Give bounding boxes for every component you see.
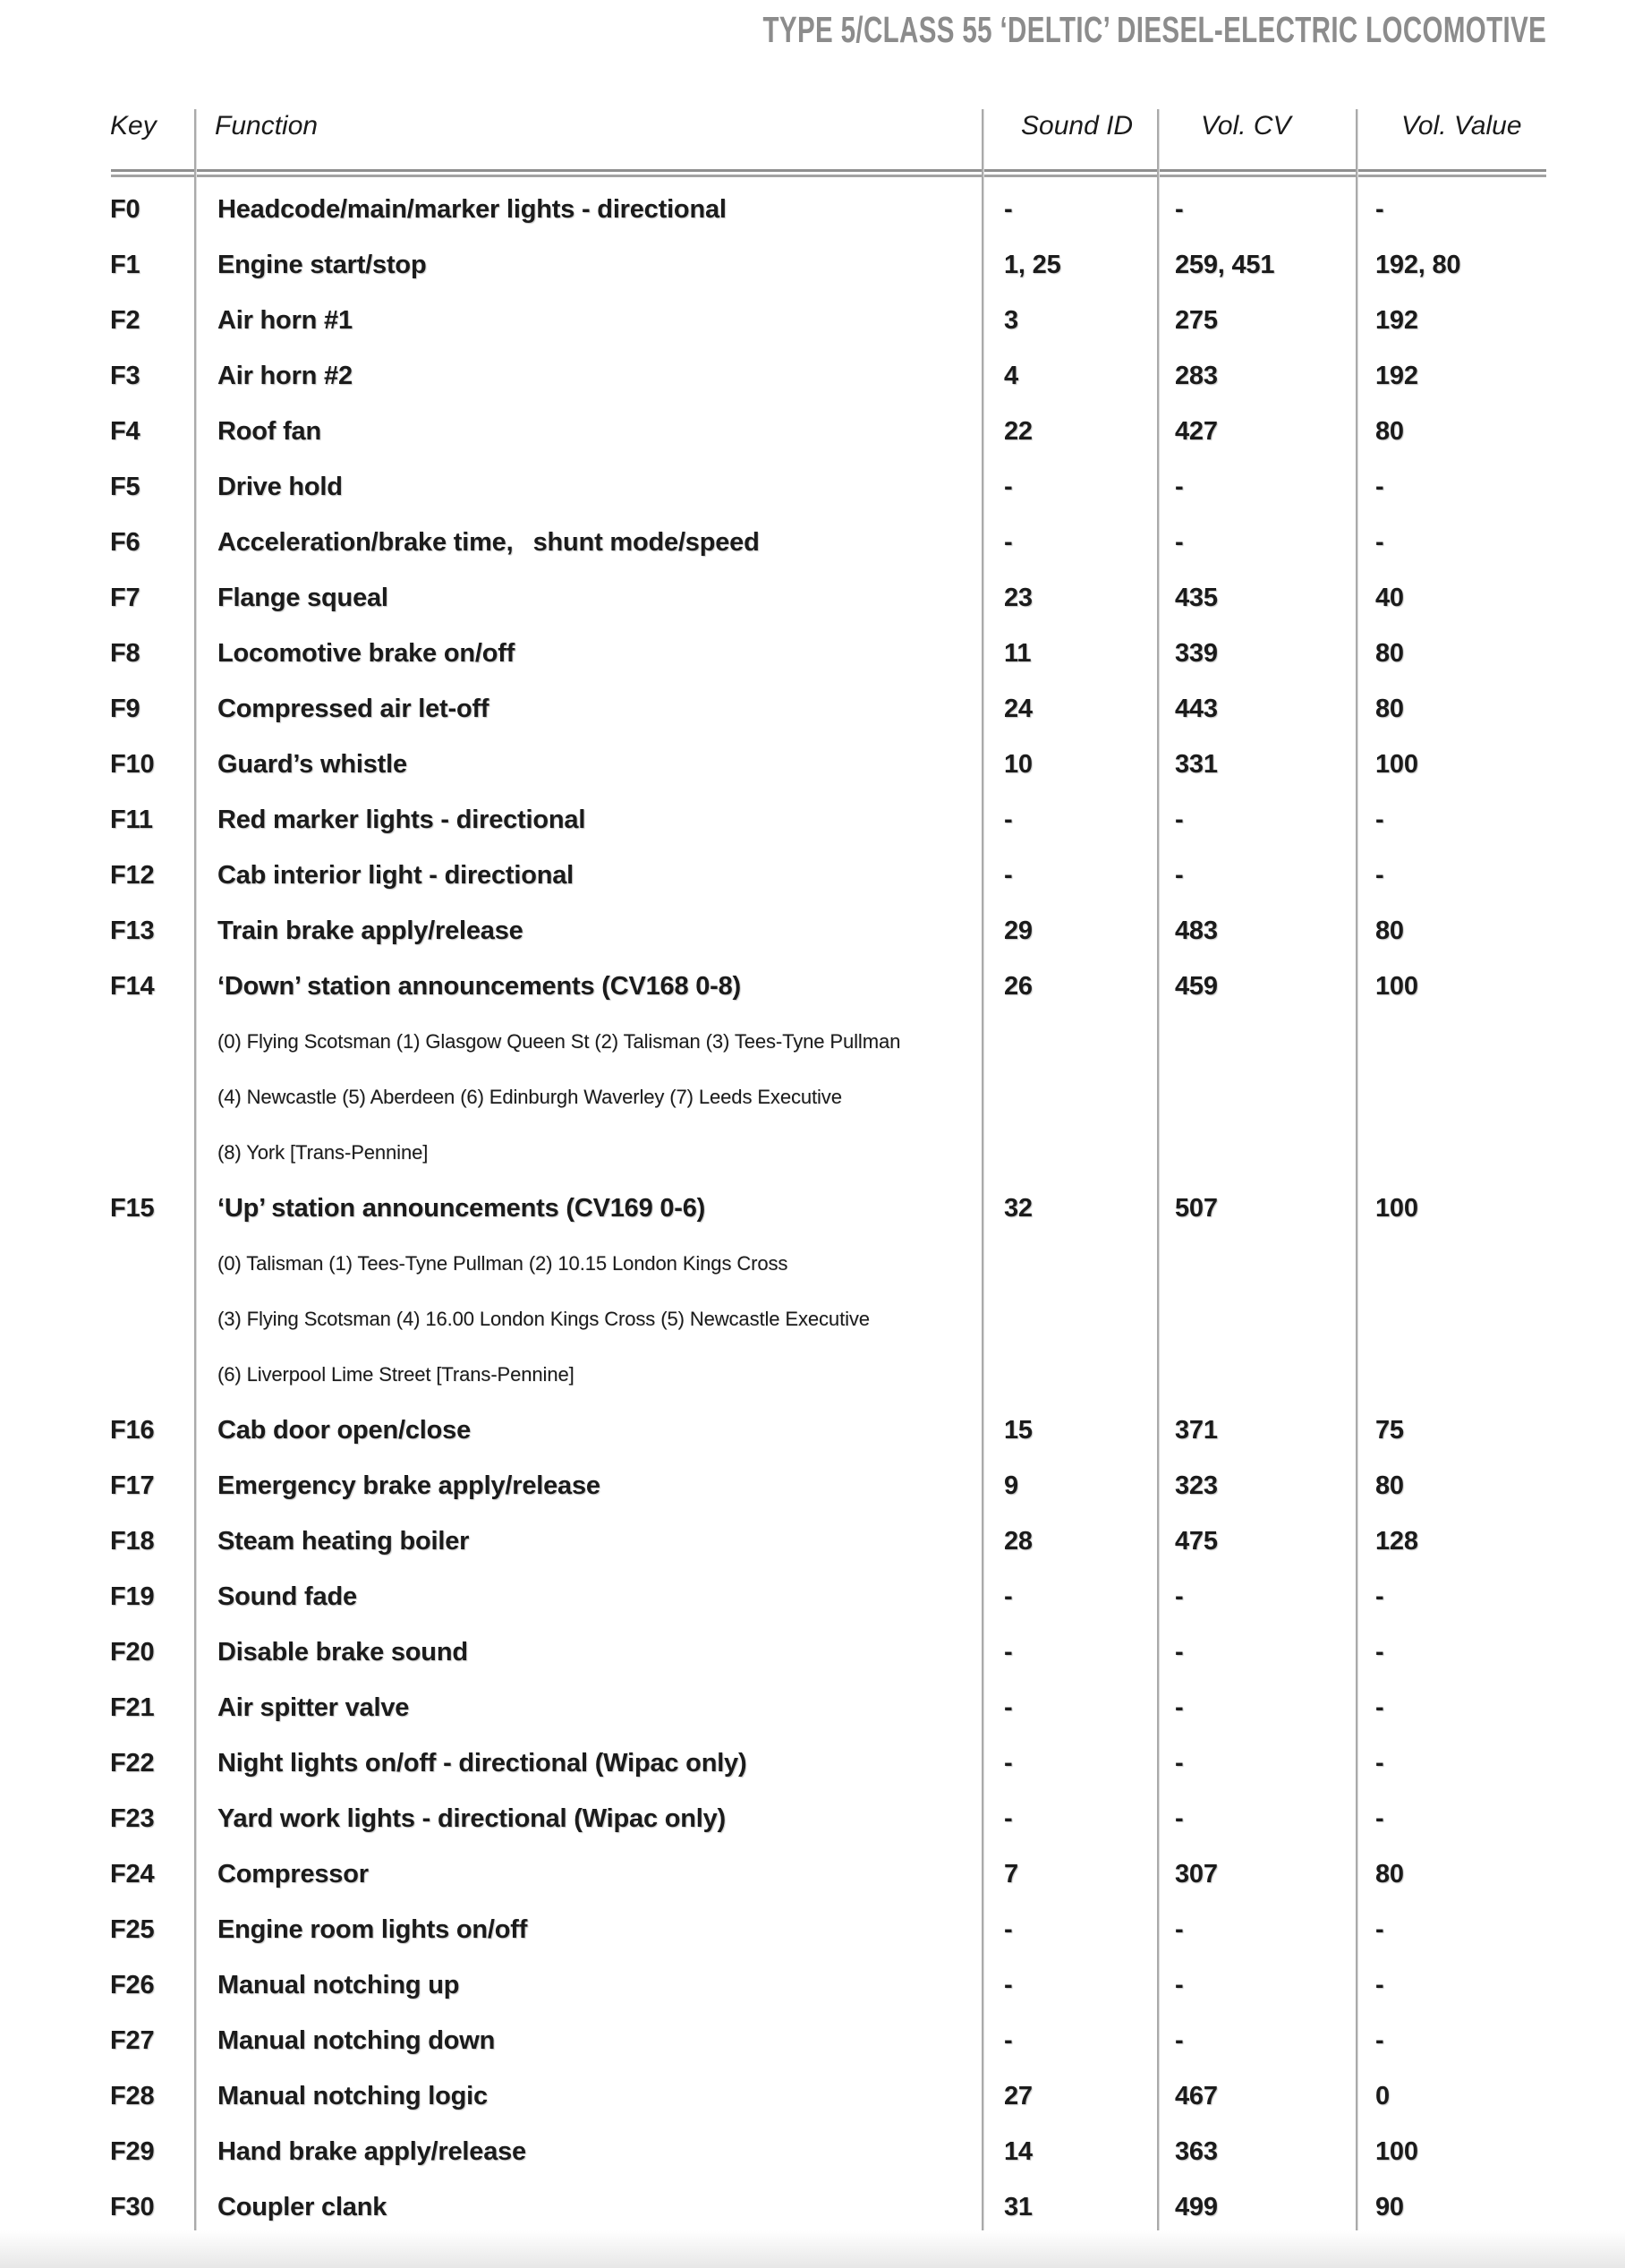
cell-vol-cv: 459 bbox=[1175, 972, 1218, 1001]
cell-sound-id: 9 bbox=[1004, 1471, 1018, 1500]
cell-vol-value: - bbox=[1375, 195, 1384, 224]
cell-function: Manual notching up bbox=[217, 1971, 460, 1999]
cell-sound-id: - bbox=[1004, 528, 1013, 557]
cell-vol-value: 100 bbox=[1375, 972, 1418, 1001]
cell-key: F27 bbox=[110, 2026, 155, 2055]
table-row bbox=[0, 792, 1625, 848]
table-row bbox=[0, 1902, 1625, 1957]
table-row bbox=[0, 237, 1625, 293]
cell-function: Guard’s whistle bbox=[217, 750, 407, 779]
table-row bbox=[0, 626, 1625, 681]
cell-key: F12 bbox=[110, 861, 155, 890]
document-title: TYPE 5/CLASS 55 ‘DELTIC’ DIESEL-ELECTRIC LOCOMOTIVE bbox=[762, 9, 1546, 50]
cell-vol-cv: - bbox=[1175, 1804, 1184, 1833]
station-note-row bbox=[0, 1292, 1625, 1347]
station-note-row bbox=[0, 1236, 1625, 1292]
cell-sound-id: - bbox=[1004, 1582, 1013, 1611]
cell-sound-id: 32 bbox=[1004, 1194, 1033, 1223]
cell-vol-cv: - bbox=[1175, 1638, 1184, 1667]
cell-key: F20 bbox=[110, 1638, 155, 1667]
cell-key: F25 bbox=[110, 1915, 155, 1944]
cell-vol-value: - bbox=[1375, 473, 1384, 501]
cell-vol-cv: 307 bbox=[1175, 1860, 1218, 1889]
cell-vol-cv: 363 bbox=[1175, 2137, 1218, 2166]
cell-key: F18 bbox=[110, 1527, 155, 1556]
cell-key: F0 bbox=[110, 195, 140, 224]
cell-key: F6 bbox=[110, 528, 140, 557]
cell-sound-id: 7 bbox=[1004, 1860, 1018, 1889]
cell-key: F29 bbox=[110, 2137, 155, 2166]
cell-key: F10 bbox=[110, 750, 155, 779]
cell-function: Acceleration/brake time, shunt mode/speed bbox=[217, 528, 760, 557]
column-header-sound-id: Sound ID bbox=[1021, 111, 1134, 141]
cell-function: Hand brake apply/release bbox=[217, 2137, 526, 2166]
cell-vol-cv: - bbox=[1175, 861, 1184, 890]
cell-key: F28 bbox=[110, 2082, 155, 2110]
cell-sound-id: - bbox=[1004, 1693, 1013, 1722]
cell-vol-cv: - bbox=[1175, 473, 1184, 501]
table-row bbox=[0, 2179, 1625, 2235]
cell-sound-id: - bbox=[1004, 806, 1013, 834]
cell-key: F8 bbox=[110, 639, 140, 668]
cell-vol-cv: 467 bbox=[1175, 2082, 1218, 2110]
cell-function: Coupler clank bbox=[217, 2193, 387, 2221]
table-row bbox=[0, 293, 1625, 348]
table-row bbox=[0, 404, 1625, 459]
cell-vol-value: - bbox=[1375, 861, 1384, 890]
cell-function: Disable brake sound bbox=[217, 1638, 468, 1667]
cell-key: F22 bbox=[110, 1749, 155, 1778]
cell-vol-value: - bbox=[1375, 1749, 1384, 1778]
cell-function: Air horn #2 bbox=[217, 362, 353, 390]
cell-vol-value: - bbox=[1375, 806, 1384, 834]
cell-vol-cv: 283 bbox=[1175, 362, 1218, 390]
cell-sound-id: 22 bbox=[1004, 417, 1033, 446]
page-bottom-fade bbox=[0, 2230, 1625, 2268]
cell-key: F13 bbox=[110, 917, 155, 945]
station-note-row bbox=[0, 1014, 1625, 1070]
cell-vol-value: - bbox=[1375, 1915, 1384, 1944]
cell-vol-value: 192, 80 bbox=[1375, 251, 1461, 279]
cell-sound-id: - bbox=[1004, 1749, 1013, 1778]
table-row bbox=[0, 2068, 1625, 2124]
column-header-vol-cv: Vol. CV bbox=[1201, 111, 1291, 141]
cell-function: Compressor bbox=[217, 1860, 369, 1889]
cell-sound-id: - bbox=[1004, 473, 1013, 501]
cell-function: Locomotive brake on/off bbox=[217, 639, 515, 668]
cell-function: Cab interior light - directional bbox=[217, 861, 574, 890]
table-row bbox=[0, 1403, 1625, 1458]
cell-sound-id: 4 bbox=[1004, 362, 1018, 390]
table-header bbox=[0, 98, 1625, 154]
cell-sound-id: 26 bbox=[1004, 972, 1033, 1001]
cell-key: F16 bbox=[110, 1416, 155, 1445]
cell-vol-value: 100 bbox=[1375, 2137, 1418, 2166]
cell-key: F24 bbox=[110, 1860, 155, 1889]
cell-vol-cv: - bbox=[1175, 1971, 1184, 1999]
cell-key: F9 bbox=[110, 695, 140, 723]
cell-function: ‘Down’ station announcements (CV168 0-8) bbox=[217, 972, 741, 1001]
station-note: (0) Talisman (1) Tees-Tyne Pullman (2) 10.15 London Kings Cross bbox=[217, 1252, 788, 1275]
cell-vol-value: 192 bbox=[1375, 306, 1418, 335]
cell-function: Air horn #1 bbox=[217, 306, 353, 335]
cell-function: Sound fade bbox=[217, 1582, 357, 1611]
cell-key: F1 bbox=[110, 251, 140, 279]
cell-function: Manual notching logic bbox=[217, 2082, 488, 2110]
cell-sound-id: 28 bbox=[1004, 1527, 1033, 1556]
cell-vol-cv: 475 bbox=[1175, 1527, 1218, 1556]
cell-function: Engine start/stop bbox=[217, 251, 427, 279]
column-header-vol-value: Vol. Value bbox=[1401, 111, 1522, 141]
cell-vol-value: - bbox=[1375, 1582, 1384, 1611]
cell-sound-id: 23 bbox=[1004, 584, 1033, 612]
cell-sound-id: - bbox=[1004, 1971, 1013, 1999]
column-header-function: Function bbox=[215, 111, 319, 141]
station-note-row bbox=[0, 1347, 1625, 1403]
table-row bbox=[0, 348, 1625, 404]
cell-sound-id: - bbox=[1004, 195, 1013, 224]
cell-vol-cv: - bbox=[1175, 1582, 1184, 1611]
cell-vol-value: 128 bbox=[1375, 1527, 1418, 1556]
cell-function: Cab door open/close bbox=[217, 1416, 472, 1445]
table-row bbox=[0, 737, 1625, 792]
cell-vol-value: 0 bbox=[1375, 2082, 1390, 2110]
cell-vol-value: 80 bbox=[1375, 417, 1404, 446]
table-row bbox=[0, 1181, 1625, 1236]
header-divider bbox=[111, 169, 1546, 177]
table-row bbox=[0, 570, 1625, 626]
cell-sound-id: - bbox=[1004, 1915, 1013, 1944]
table-row bbox=[0, 1680, 1625, 1735]
cell-vol-cv: 339 bbox=[1175, 639, 1218, 668]
cell-function: Train brake apply/release bbox=[217, 917, 523, 945]
station-note: (3) Flying Scotsman (4) 16.00 London Kings Cross (5) Newcastle Executive bbox=[217, 1308, 870, 1330]
table-row bbox=[0, 2013, 1625, 2068]
cell-vol-cv: 259, 451 bbox=[1175, 251, 1275, 279]
cell-key: F5 bbox=[110, 473, 140, 501]
cell-sound-id: 31 bbox=[1004, 2193, 1033, 2221]
cell-vol-cv: - bbox=[1175, 1749, 1184, 1778]
cell-function: Steam heating boiler bbox=[217, 1527, 470, 1556]
cell-vol-cv: - bbox=[1175, 1693, 1184, 1722]
cell-function: Air spitter valve bbox=[217, 1693, 410, 1722]
cell-vol-cv: 371 bbox=[1175, 1416, 1218, 1445]
table-row bbox=[0, 848, 1625, 903]
cell-sound-id: 10 bbox=[1004, 750, 1033, 779]
cell-key: F11 bbox=[110, 806, 153, 834]
cell-vol-value: 80 bbox=[1375, 917, 1404, 945]
cell-key: F15 bbox=[110, 1194, 155, 1223]
cell-sound-id: 11 bbox=[1004, 639, 1032, 668]
table-row bbox=[0, 1846, 1625, 1902]
cell-function: Engine room lights on/off bbox=[217, 1915, 528, 1944]
cell-vol-value: - bbox=[1375, 1638, 1384, 1667]
cell-vol-value: 192 bbox=[1375, 362, 1418, 390]
cell-vol-value: - bbox=[1375, 1971, 1384, 1999]
cell-vol-value: 80 bbox=[1375, 1471, 1404, 1500]
table-row bbox=[0, 681, 1625, 737]
cell-vol-value: - bbox=[1375, 1804, 1384, 1833]
cell-key: F2 bbox=[110, 306, 140, 335]
cell-vol-value: - bbox=[1375, 1693, 1384, 1722]
station-note-row bbox=[0, 1125, 1625, 1181]
cell-vol-cv: - bbox=[1175, 806, 1184, 834]
cell-function: Emergency brake apply/release bbox=[217, 1471, 600, 1500]
cell-vol-cv: - bbox=[1175, 528, 1184, 557]
cell-key: F19 bbox=[110, 1582, 155, 1611]
cell-sound-id: 15 bbox=[1004, 1416, 1033, 1445]
cell-vol-cv: - bbox=[1175, 195, 1184, 224]
cell-sound-id: 29 bbox=[1004, 917, 1033, 945]
table-row bbox=[0, 1569, 1625, 1624]
cell-key: F21 bbox=[110, 1693, 155, 1722]
cell-vol-cv: 435 bbox=[1175, 584, 1218, 612]
station-note: (0) Flying Scotsman (1) Glasgow Queen St (2) Talisman (3) Tees-Tyne Pullman bbox=[217, 1030, 901, 1053]
cell-function: ‘Up’ station announcements (CV169 0-6) bbox=[217, 1194, 706, 1223]
cell-vol-cv: 275 bbox=[1175, 306, 1218, 335]
cell-function: Roof fan bbox=[217, 417, 321, 446]
cell-function: Headcode/main/marker lights - directional bbox=[217, 195, 727, 224]
table-row bbox=[0, 515, 1625, 570]
cell-vol-cv: 443 bbox=[1175, 695, 1218, 723]
cell-key: F4 bbox=[110, 417, 140, 446]
cell-vol-value: 80 bbox=[1375, 695, 1404, 723]
cell-function: Compressed air let-off bbox=[217, 695, 489, 723]
cell-key: F14 bbox=[110, 972, 155, 1001]
cell-vol-cv: 507 bbox=[1175, 1194, 1218, 1223]
table-row bbox=[0, 2124, 1625, 2179]
cell-vol-value: - bbox=[1375, 528, 1384, 557]
table-row bbox=[0, 459, 1625, 515]
cell-sound-id: 27 bbox=[1004, 2082, 1033, 2110]
station-note: (6) Liverpool Lime Street [Trans-Pennine] bbox=[217, 1363, 574, 1386]
cell-vol-value: 75 bbox=[1375, 1416, 1404, 1445]
cell-key: F7 bbox=[110, 584, 140, 612]
cell-key: F17 bbox=[110, 1471, 155, 1500]
cell-vol-cv: 331 bbox=[1175, 750, 1218, 779]
table-row bbox=[0, 1957, 1625, 2013]
cell-key: F26 bbox=[110, 1971, 155, 1999]
cell-vol-cv: 483 bbox=[1175, 917, 1218, 945]
cell-vol-cv: 427 bbox=[1175, 417, 1218, 446]
cell-sound-id: - bbox=[1004, 2026, 1013, 2055]
cell-function: Manual notching down bbox=[217, 2026, 496, 2055]
cell-sound-id: 1, 25 bbox=[1004, 251, 1061, 279]
table-row bbox=[0, 1513, 1625, 1569]
station-note-row bbox=[0, 1070, 1625, 1125]
table-row bbox=[0, 959, 1625, 1014]
table-row bbox=[0, 1735, 1625, 1791]
cell-vol-value: - bbox=[1375, 2026, 1384, 2055]
cell-sound-id: 24 bbox=[1004, 695, 1033, 723]
cell-key: F30 bbox=[110, 2193, 155, 2221]
cell-vol-cv: - bbox=[1175, 2026, 1184, 2055]
table-row bbox=[0, 1458, 1625, 1513]
cell-sound-id: 3 bbox=[1004, 306, 1018, 335]
cell-vol-cv: 323 bbox=[1175, 1471, 1218, 1500]
function-table-body bbox=[0, 182, 1625, 2235]
cell-function: Night lights on/off - directional (Wipac only) bbox=[217, 1749, 747, 1778]
station-note: (8) York [Trans-Pennine] bbox=[217, 1141, 429, 1164]
cell-vol-cv: - bbox=[1175, 1915, 1184, 1944]
cell-vol-value: 90 bbox=[1375, 2193, 1404, 2221]
table-row bbox=[0, 182, 1625, 237]
cell-sound-id: - bbox=[1004, 1638, 1013, 1667]
cell-vol-value: 80 bbox=[1375, 1860, 1404, 1889]
table-row bbox=[0, 903, 1625, 959]
table-row bbox=[0, 1624, 1625, 1680]
station-note: (4) Newcastle (5) Aberdeen (6) Edinburgh Waverley (7) Leeds Executive bbox=[217, 1086, 842, 1108]
cell-function: Yard work lights - directional (Wipac only) bbox=[217, 1804, 727, 1833]
cell-key: F23 bbox=[110, 1804, 155, 1833]
cell-sound-id: - bbox=[1004, 1804, 1013, 1833]
cell-vol-cv: 499 bbox=[1175, 2193, 1218, 2221]
cell-function: Red marker lights - directional bbox=[217, 806, 586, 834]
cell-function: Flange squeal bbox=[217, 584, 388, 612]
cell-key: F3 bbox=[110, 362, 140, 390]
table-row bbox=[0, 1791, 1625, 1846]
cell-vol-value: 40 bbox=[1375, 584, 1404, 612]
cell-function: Drive hold bbox=[217, 473, 343, 501]
cell-vol-value: 100 bbox=[1375, 1194, 1418, 1223]
cell-sound-id: - bbox=[1004, 861, 1013, 890]
cell-sound-id: 14 bbox=[1004, 2137, 1033, 2166]
cell-vol-value: 100 bbox=[1375, 750, 1418, 779]
column-header-key: Key bbox=[110, 111, 157, 141]
cell-vol-value: 80 bbox=[1375, 639, 1404, 668]
